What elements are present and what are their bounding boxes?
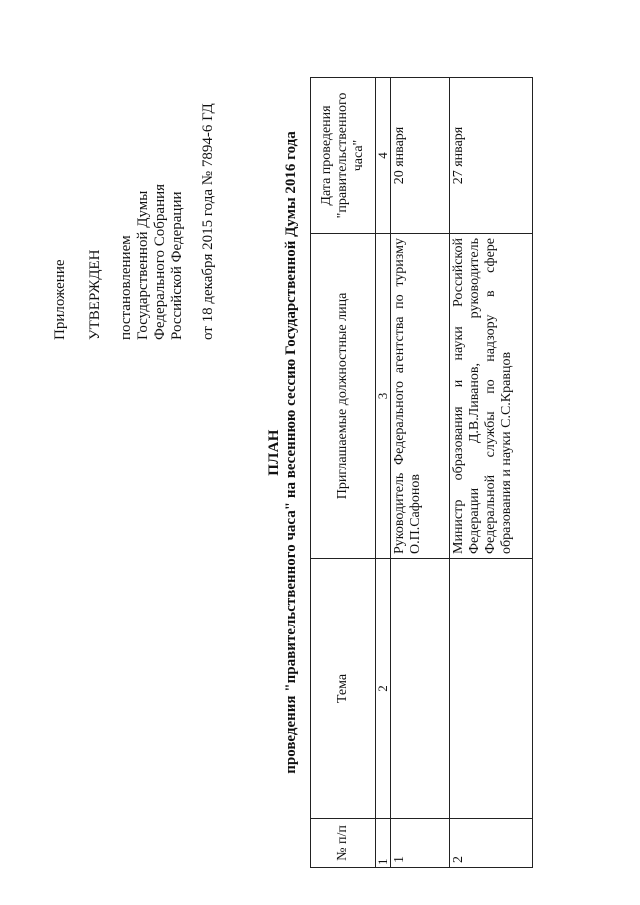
row-topic xyxy=(391,559,450,819)
row-num: 1 xyxy=(391,819,450,868)
approval-line: постановлением xyxy=(118,235,134,340)
plan-table xyxy=(310,77,533,868)
row-persons: Министр образования и науки Российской Федерации Д.В.Ливанов, руководитель Федеральной службы по надзору в сфере образования и науки С.С.Кравцов xyxy=(450,234,533,559)
approval-line: Федерального Собрания xyxy=(152,183,168,340)
column-number: 3 xyxy=(376,234,391,559)
appendix-label: Приложение xyxy=(52,259,68,340)
column-number: 1 xyxy=(376,819,391,868)
row-persons: Руководитель Федерального агентства по туризму О.П.Сафонов xyxy=(391,234,450,559)
approval-line: Российской Федерации xyxy=(169,191,185,340)
row-topic xyxy=(450,559,533,819)
column-number: 4 xyxy=(376,78,391,234)
document-subtitle: проведения "правительственного часа" на весеннюю сессию Государственной Думы 2016 года xyxy=(283,131,299,774)
row-date: 20 января xyxy=(391,78,450,234)
header-topic: Тема xyxy=(311,559,376,819)
row-date: 27 января xyxy=(450,78,533,234)
approval-date-line: от 18 декабря 2015 года № 7894-6 ГД xyxy=(200,103,216,340)
column-number-row xyxy=(376,78,391,868)
approval-line: Государственной Думы xyxy=(135,190,151,340)
approved-label: УТВЕРЖДЕН xyxy=(87,249,103,340)
header-persons: Приглашаемые должностные лица xyxy=(311,234,376,559)
approval-block xyxy=(52,10,217,340)
document-title: ПЛАН xyxy=(266,429,282,476)
table-header-row xyxy=(311,78,376,868)
header-date: Дата проведения "правительственного часа" xyxy=(311,78,376,234)
column-number: 2 xyxy=(376,559,391,819)
header-num: № п/п xyxy=(311,819,376,868)
row-num: 2 xyxy=(450,819,533,868)
table-row xyxy=(450,78,533,868)
table-row xyxy=(391,78,450,868)
